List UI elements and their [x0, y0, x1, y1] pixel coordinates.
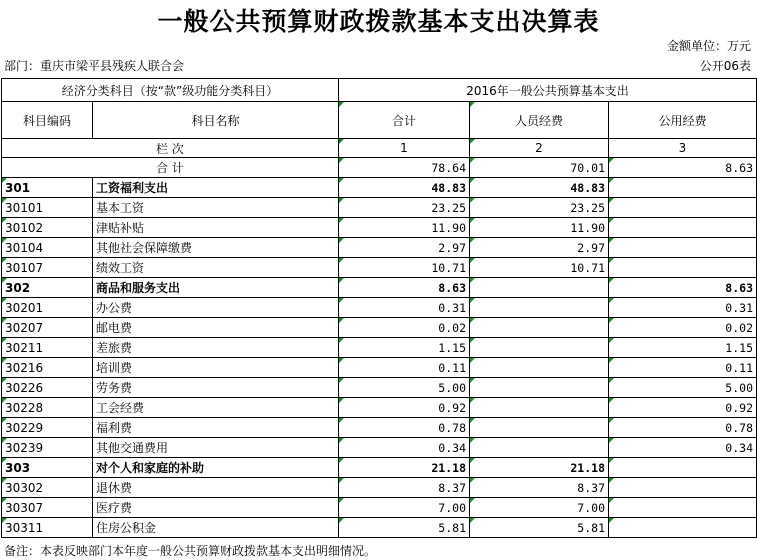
row-personnel — [470, 318, 609, 338]
row-personnel — [470, 378, 609, 398]
row-personnel — [470, 298, 609, 318]
column-index-label: 栏 次 — [2, 139, 339, 158]
row-code: 30207 — [2, 318, 93, 338]
form-number: 公开06表 — [699, 59, 751, 73]
row-code: 30302 — [2, 478, 93, 498]
row-total: 0.11 — [339, 358, 470, 378]
row-code: 30104 — [2, 238, 93, 258]
row-code: 30311 — [2, 518, 93, 538]
row-total: 8.37 — [339, 478, 470, 498]
row-code: 30229 — [2, 418, 93, 438]
row-personnel: 21.18 — [470, 458, 609, 478]
row-total: 0.78 — [339, 418, 470, 438]
row-personnel: 11.90 — [470, 218, 609, 238]
expenditure-table — [1, 78, 757, 538]
table-row — [2, 238, 757, 258]
header-name: 科目名称 — [93, 102, 339, 139]
row-name: 其他社会保障缴费 — [93, 238, 339, 258]
table-row — [2, 358, 757, 378]
header-budget-group: 2016年一般公共预算基本支出 — [339, 79, 757, 102]
row-name: 津贴补贴 — [93, 218, 339, 238]
row-code: 30101 — [2, 198, 93, 218]
row-name: 医疗费 — [93, 498, 339, 518]
row-total: 0.31 — [339, 298, 470, 318]
row-code: 302 — [2, 278, 93, 298]
row-code: 30226 — [2, 378, 93, 398]
row-name: 差旅费 — [93, 338, 339, 358]
header-group-row — [2, 79, 757, 102]
row-public: 0.92 — [609, 398, 757, 418]
row-name: 住房公积金 — [93, 518, 339, 538]
header-column-row — [2, 102, 757, 139]
grand-total-public: 8.63 — [609, 158, 757, 178]
row-public — [609, 198, 757, 218]
row-public — [609, 238, 757, 258]
row-name: 福利费 — [93, 418, 339, 438]
table-row — [2, 378, 757, 398]
row-total: 2.97 — [339, 238, 470, 258]
header-total: 合计 — [339, 102, 470, 139]
row-code: 30239 — [2, 438, 93, 458]
row-name: 其他交通费用 — [93, 438, 339, 458]
row-name: 办公费 — [93, 298, 339, 318]
row-public — [609, 258, 757, 278]
row-name: 劳务费 — [93, 378, 339, 398]
row-code: 30107 — [2, 258, 93, 278]
table-row — [2, 458, 757, 478]
table-row — [2, 318, 757, 338]
row-public: 0.31 — [609, 298, 757, 318]
row-public — [609, 478, 757, 498]
row-code: 30211 — [2, 338, 93, 358]
row-personnel — [470, 398, 609, 418]
table-row — [2, 218, 757, 238]
row-total: 5.81 — [339, 518, 470, 538]
row-code: 30102 — [2, 218, 93, 238]
row-public — [609, 218, 757, 238]
header-code: 科目编码 — [2, 102, 93, 139]
header-economic-classification: 经济分类科目（按“款”级功能分类科目） — [2, 79, 339, 102]
grand-total-amount: 78.64 — [339, 158, 470, 178]
footnote: 备注：本表反映部门本年度一般公共预算财政拨款基本支出明细情况。 — [4, 544, 377, 558]
table-row — [2, 478, 757, 498]
department-label: 部门：重庆市梁平县残疾人联合会 — [4, 59, 185, 73]
table-row — [2, 498, 757, 518]
table-row — [2, 258, 757, 278]
row-total: 1.15 — [339, 338, 470, 358]
row-public: 0.02 — [609, 318, 757, 338]
row-personnel: 10.71 — [470, 258, 609, 278]
row-code: 30228 — [2, 398, 93, 418]
table-row — [2, 418, 757, 438]
row-public — [609, 458, 757, 478]
row-public — [609, 518, 757, 538]
row-total: 0.02 — [339, 318, 470, 338]
row-name: 退休费 — [93, 478, 339, 498]
table-row — [2, 398, 757, 418]
column-index-3: 3 — [609, 139, 757, 158]
row-total: 10.71 — [339, 258, 470, 278]
row-public: 1.15 — [609, 338, 757, 358]
row-name: 绩效工资 — [93, 258, 339, 278]
row-code: 30216 — [2, 358, 93, 378]
row-total: 11.90 — [339, 218, 470, 238]
row-total: 0.92 — [339, 398, 470, 418]
row-total: 8.63 — [339, 278, 470, 298]
table-row — [2, 518, 757, 538]
table-row — [2, 278, 757, 298]
row-personnel: 8.37 — [470, 478, 609, 498]
row-personnel: 23.25 — [470, 198, 609, 218]
row-name: 工会经费 — [93, 398, 339, 418]
table-row — [2, 198, 757, 218]
row-personnel — [470, 358, 609, 378]
table-row — [2, 338, 757, 358]
row-name: 培训费 — [93, 358, 339, 378]
row-total: 48.83 — [339, 178, 470, 198]
row-name: 工资福利支出 — [93, 178, 339, 198]
grand-total-personnel: 70.01 — [470, 158, 609, 178]
row-public — [609, 498, 757, 518]
row-name: 基本工资 — [93, 198, 339, 218]
table-row — [2, 298, 757, 318]
grand-total-label: 合 计 — [2, 158, 339, 178]
table-row — [2, 178, 757, 198]
row-public: 0.11 — [609, 358, 757, 378]
row-public — [609, 178, 757, 198]
row-total: 0.34 — [339, 438, 470, 458]
row-personnel: 5.81 — [470, 518, 609, 538]
row-total: 5.00 — [339, 378, 470, 398]
header-personnel: 人员经费 — [470, 102, 609, 139]
page-title: 一般公共预算财政拨款基本支出决算表 — [157, 7, 600, 36]
row-personnel — [470, 278, 609, 298]
table-row — [2, 438, 757, 458]
row-code: 30307 — [2, 498, 93, 518]
row-personnel — [470, 438, 609, 458]
column-index-row — [2, 139, 757, 158]
column-index-2: 2 — [470, 139, 609, 158]
row-code: 301 — [2, 178, 93, 198]
row-total: 7.00 — [339, 498, 470, 518]
row-total: 21.18 — [339, 458, 470, 478]
row-personnel — [470, 338, 609, 358]
row-total: 23.25 — [339, 198, 470, 218]
row-personnel: 7.00 — [470, 498, 609, 518]
row-public: 0.78 — [609, 418, 757, 438]
row-personnel — [470, 418, 609, 438]
column-index-1: 1 — [339, 139, 470, 158]
row-public: 0.34 — [609, 438, 757, 458]
row-name: 邮电费 — [93, 318, 339, 338]
unit-label: 金额单位：万元 — [666, 39, 751, 53]
row-name: 商品和服务支出 — [93, 278, 339, 298]
header-public: 公用经费 — [609, 102, 757, 139]
row-public: 5.00 — [609, 378, 757, 398]
row-name: 对个人和家庭的补助 — [93, 458, 339, 478]
grand-total-row — [2, 158, 757, 178]
row-code: 303 — [2, 458, 93, 478]
row-public: 8.63 — [609, 278, 757, 298]
row-personnel: 48.83 — [470, 178, 609, 198]
row-code: 30201 — [2, 298, 93, 318]
row-personnel: 2.97 — [470, 238, 609, 258]
